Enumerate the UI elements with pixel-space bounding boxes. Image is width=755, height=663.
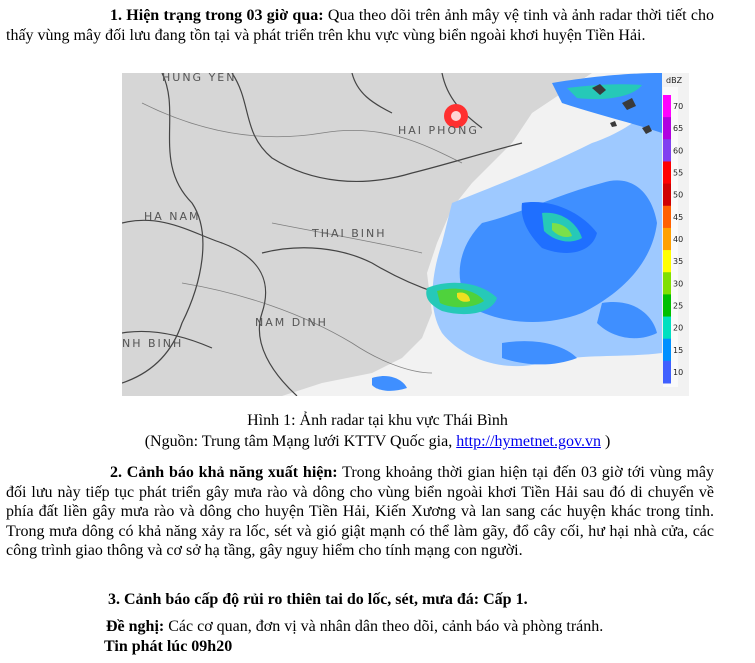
source-link[interactable]: http://hymetnet.gov.vn: [456, 433, 601, 450]
section-warning: [6, 463, 714, 561]
legend-unit: dBZ: [666, 76, 683, 85]
section-current-status-heading: 1. Hiện trạng trong 03 giờ qua:: [110, 7, 324, 24]
legend-tick: 25: [673, 301, 684, 311]
legend-color-bar: [663, 95, 671, 384]
issued-time: Tin phát lúc 09h20: [104, 638, 233, 655]
section-risk-level: 3. Cảnh báo cấp độ rủi ro thiên tai do lốc, sét, mưa đá: Cấp 1.: [108, 591, 528, 608]
recommendation: [106, 617, 603, 637]
legend-swatch: [663, 339, 671, 362]
legend-swatch: [663, 272, 671, 295]
figure-caption: Hình 1: Ảnh radar tại khu vực Thái Bình: [247, 412, 508, 429]
legend-tick: 50: [673, 190, 684, 200]
figure-source: [0, 432, 755, 451]
legend-swatch: [663, 95, 671, 118]
map-label-thai-binh: THAI BINH: [312, 227, 387, 240]
legend-swatch: [663, 228, 671, 251]
radar-station-center: [451, 111, 461, 121]
legend-tick: 30: [673, 279, 684, 289]
source-suffix: ): [600, 433, 611, 450]
section-warning-text: Trong khoảng thời gian hiện tại đến 03 giờ tới vùng mây đối lưu này tiếp tục phát triển gây mưa rào và dông cho vùng biển ngoài khơi Tiền Hải sau đó di chuyển về phía đất liền gây mưa rào và dông cho huyện Tiền Hải, Kiến Xương và lan sang các huyện khác trong tỉnh. Trong mưa dông có khả năng xảy ra lốc, sét và gió giật mạnh có thể làm gãy, đổ cây cối, hư hại nhà cửa, các công trình giao thông và cơ sở hạ tầng, gây nguy hiểm cho tính mạng con người.: [6, 464, 714, 559]
legend-tick: 45: [673, 212, 684, 222]
legend-tick: 40: [673, 235, 684, 244]
map-label-ha-nam: HA NAM: [144, 210, 201, 223]
map-label-hai-phong: HAI PHONG: [398, 124, 479, 137]
legend-tick: 20: [673, 323, 684, 333]
section-current-status-text: Qua theo dõi trên ảnh mây vệ tinh và ảnh radar thời tiết cho thấy vùng mây đối lưu đang tồn tại và phát triển trên khu vực vùng biển ngoài khơi huyện Tiền Hải.: [6, 7, 714, 44]
map-label-ninh-binh: NH BINH: [122, 337, 184, 350]
legend-swatch: [663, 117, 671, 140]
section-current-status: [6, 6, 714, 45]
map-label-nam-dinh: NAM DINH: [255, 316, 328, 329]
legend-tick: 65: [673, 124, 684, 134]
legend-swatch: [663, 361, 671, 384]
legend-swatch: [663, 317, 671, 340]
source-prefix: (Nguồn: Trung tâm Mạng lưới KTTV Quốc gia,: [144, 433, 457, 450]
legend-tick: 10: [673, 367, 684, 377]
legend-swatch: [663, 206, 671, 229]
legend-tick: 55: [673, 168, 684, 178]
section-warning-heading: 2. Cảnh báo khả năng xuất hiện:: [110, 464, 338, 481]
legend-swatch: [663, 139, 671, 162]
recommendation-label: Đề nghị:: [106, 618, 165, 635]
radar-map: [122, 73, 689, 396]
legend-tick: 35: [673, 257, 684, 267]
legend-tick: 15: [673, 345, 684, 355]
legend-swatch: [663, 250, 671, 273]
legend-swatch: [663, 294, 671, 317]
legend-tick: 60: [673, 146, 684, 156]
map-label-hung-yen: HUNG YEN: [162, 73, 237, 84]
radar-figure: [122, 73, 689, 396]
legend-swatch: [663, 161, 671, 184]
recommendation-text: Các cơ quan, đơn vị và nhân dân theo dõi, cảnh báo và phòng tránh.: [164, 618, 604, 635]
legend-swatch: [663, 184, 671, 207]
legend-tick: 70: [673, 102, 684, 112]
